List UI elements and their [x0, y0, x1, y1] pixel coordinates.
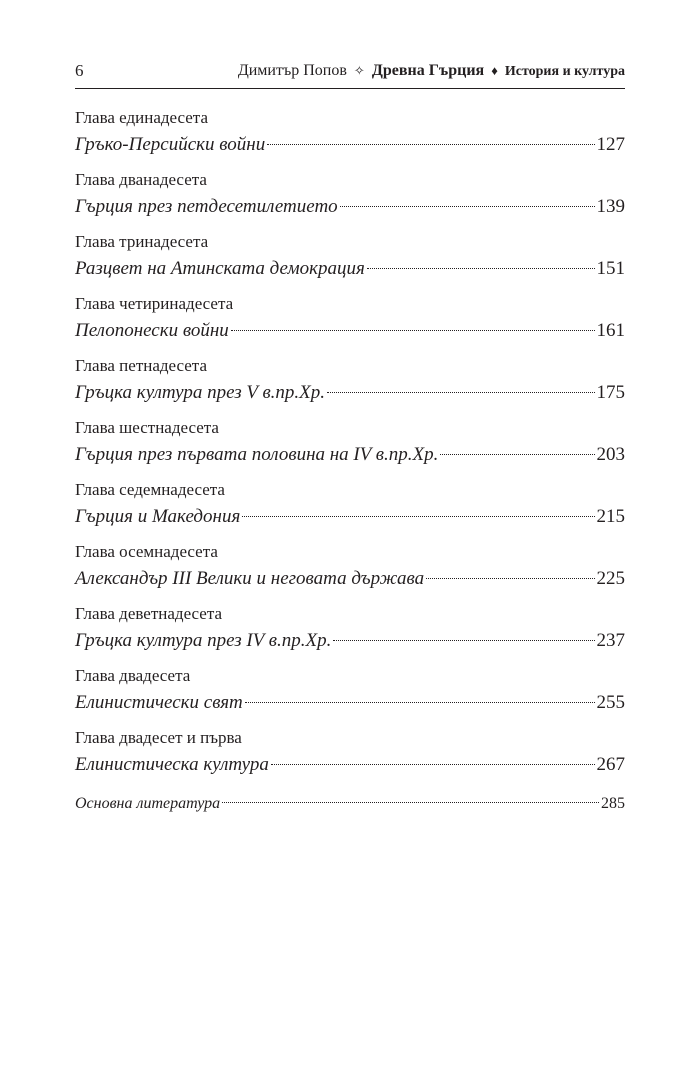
toc-title-line	[75, 564, 625, 594]
page-reference: 127	[596, 134, 625, 155]
chapter-title: Пелопонески войни	[75, 320, 229, 341]
table-of-contents	[75, 106, 625, 818]
chapter-label: Глава четиринадесета	[75, 294, 234, 313]
dot-leader	[340, 206, 595, 207]
running-header	[75, 60, 625, 89]
toc-entry[interactable]	[75, 292, 625, 354]
chapter-label: Глава двадесет и първа	[75, 728, 242, 747]
toc-entry[interactable]	[75, 106, 625, 168]
toc-entry[interactable]	[75, 664, 625, 726]
page-reference: 215	[596, 506, 625, 527]
dot-leader	[333, 640, 594, 641]
dot-leader	[367, 268, 595, 269]
toc-title-line	[75, 316, 625, 346]
chapter-label: Глава шестнадесета	[75, 418, 219, 437]
toc-title-line	[75, 750, 625, 780]
chapter-title: Гръко-Персийски войни	[75, 134, 266, 155]
toc-title-line	[75, 192, 625, 222]
toc-title-line	[75, 626, 625, 656]
chapter-label: Глава петнадесета	[75, 356, 207, 375]
toc-entry[interactable]	[75, 416, 625, 478]
chapter-label: Глава дванадесета	[75, 170, 207, 189]
chapter-label: Глава осемнадесета	[75, 542, 218, 561]
page-reference: 139	[596, 196, 625, 217]
toc-entry[interactable]	[75, 168, 625, 230]
dot-leader	[440, 454, 594, 455]
chapter-title: Гръцка култура през IV в.пр.Хр.	[75, 630, 332, 651]
toc-entry[interactable]	[75, 540, 625, 602]
toc-entry[interactable]	[75, 478, 625, 540]
toc-title-line	[75, 688, 625, 718]
toc-title-line	[75, 378, 625, 408]
author-name: Димитър Попов	[237, 62, 347, 79]
dot-leader	[327, 392, 594, 393]
toc-entry[interactable]	[75, 602, 625, 664]
book-subtitle: История и култура	[504, 64, 625, 79]
chapter-title: Елинистически свят	[75, 692, 243, 713]
page-reference: 267	[596, 754, 625, 775]
chapter-label: Глава деветнадесета	[75, 604, 223, 623]
page-number: 6	[75, 61, 84, 80]
chapter-label: Глава седемнадесета	[75, 480, 225, 499]
page-reference: 161	[596, 320, 625, 341]
chapter-title: Гръцка култура през V в.пр.Хр.	[75, 382, 326, 403]
dot-leader	[426, 578, 594, 579]
toc-entry[interactable]	[75, 230, 625, 292]
toc-entry[interactable]	[75, 726, 625, 788]
diamond-separator-icon: ♦	[491, 63, 498, 78]
page-reference: 285	[601, 795, 625, 812]
dot-leader	[222, 802, 599, 803]
page-reference: 151	[596, 258, 625, 279]
chapter-title: Гърция и Македония	[75, 506, 241, 527]
dot-leader	[231, 330, 595, 331]
toc-title-line	[75, 502, 625, 532]
page-reference: 255	[596, 692, 625, 713]
page-reference: 225	[596, 568, 625, 589]
dot-leader	[271, 764, 595, 765]
sparkle-separator-icon: ✧	[353, 63, 365, 78]
dot-leader	[267, 144, 594, 145]
toc-title-line	[75, 254, 625, 284]
running-head	[238, 60, 625, 83]
toc-entry[interactable]	[75, 354, 625, 416]
page-reference: 175	[596, 382, 625, 403]
chapter-title: Александър III Велики и неговата държава	[75, 568, 425, 589]
chapter-title: Елинистическа култура	[75, 754, 269, 775]
chapter-label: Глава единадесета	[75, 108, 208, 127]
page-reference: 237	[596, 630, 625, 651]
bibliography-entry[interactable]	[75, 790, 625, 818]
chapter-label: Глава двадесета	[75, 666, 191, 685]
chapter-title: Гърция през първата половина на IV в.пр.Хр.	[75, 444, 439, 465]
toc-title-line	[75, 440, 625, 470]
page-reference: 203	[596, 444, 625, 465]
dot-leader	[245, 702, 595, 703]
chapter-title: Разцвет на Атинската демокрация	[75, 258, 365, 279]
toc-title-line	[75, 130, 625, 160]
chapter-label: Глава тринадесета	[75, 232, 209, 251]
chapter-title: Гърция през петдесетилетието	[75, 196, 338, 217]
bibliography-title: Основна литература	[75, 795, 221, 812]
book-title: Древна Гърция	[371, 62, 485, 79]
dot-leader	[242, 516, 594, 517]
